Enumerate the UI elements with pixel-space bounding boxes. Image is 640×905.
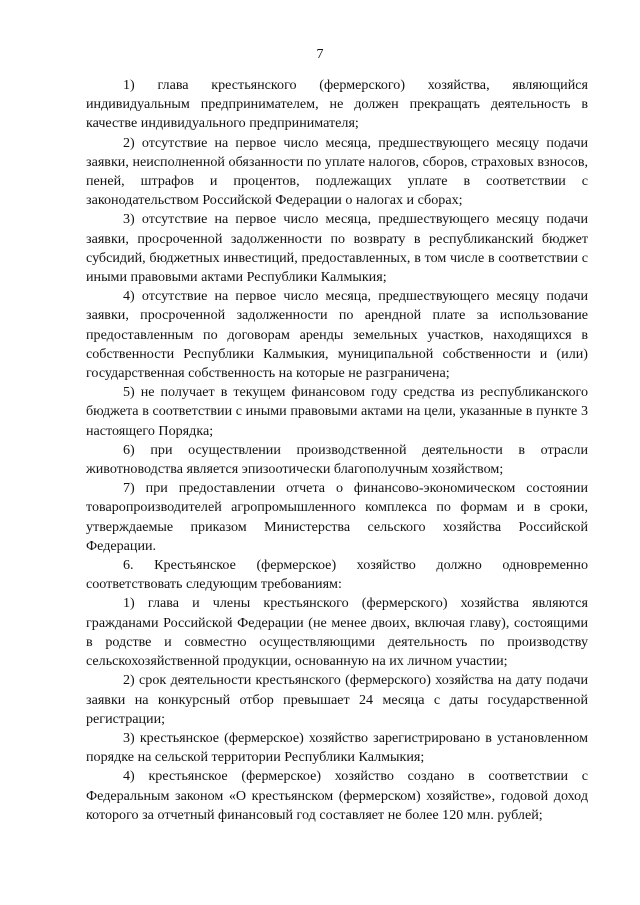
paragraph: 4) отсутствие на первое число месяца, предшествующего месяцу подачи заявки, просроченной задолженности по арендной плате за использование предоставленным по договорам аренды земельных участков, находящихся в собственности Республики Калмыкия, муниципальной собственности и (или) государственная собственность на которые не разграничена; (86, 288, 588, 382)
paragraph: 7) при предоставлении отчета о финансово-экономическом состоянии товаропроизводителей агропромышленного комплекса по формам и в сроки, утверждаемые приказом Министерства сельского хозяйства Российской Федерации. (86, 480, 588, 554)
page-number: 7 (316, 47, 324, 62)
paragraph: 1) глава и члены крестьянского (фермерского) хозяйства являются гражданами Российской Федерации (не менее двоих, включая главу), состоящими в родстве и совместно осуществляющими деятельность по производству сельскохозяйственной продукции, основанную на их личном участии; (86, 595, 588, 670)
paragraph: 3) отсутствие на первое число месяца, предшествующего месяцу подачи заявки, просроченной задолженности по возврату в республиканский бюджет субсидий, бюджетных инвестиций, предоставленных, в том числе в соответствии с иными правовыми актами Республики Калмыкия; (86, 211, 588, 286)
section-heading-paragraph: 6. Крестьянское (фермерское) хозяйство должно одновременно соответствовать следующим требованиям: (86, 557, 588, 593)
paragraph: 5) не получает в текущем финансовом году средства из республиканского бюджета в соответствии с иными правовыми актами на цели, указанные в пункте 3 настоящего Порядка; (86, 384, 588, 439)
paragraph: 2) срок деятельности крестьянского (фермерского) хозяйства на дату подачи заявки на конкурсный отбор превышает 24 месяца с даты государственной регистрации; (86, 672, 588, 727)
paragraph: 2) отсутствие на первое число месяца, предшествующего месяцу подачи заявки, неисполненной обязанности по уплате налогов, сборов, страховых взносов, пеней, штрафов и процентов, подлежащих уплате в соответствии с законодательством Российской Федерации о налогах и сборах; (86, 134, 588, 209)
paragraph: 3) крестьянское (фермерское) хозяйство зарегистрировано в установленном порядке на сельской территории Республики Калмыкия; (86, 729, 588, 766)
document-body (86, 76, 588, 825)
paragraph: 6) при осуществлении производственной деятельности в отрасли животноводства является эпизоотически благополучным хозяйством; (86, 441, 588, 478)
paragraph: 1) глава крестьянского (фермерского) хозяйства, являющийся индивидуальным предпринимателем, не должен прекращать деятельность в качестве индивидуального предпринимателя; (86, 77, 588, 132)
paragraph: 4) крестьянское (фермерское) хозяйство создано в соответствии с Федеральным законом «О крестьянском (фермерском) хозяйстве», годовой доход которого за отчетный финансовый год составляет не более 120 млн. рублей; (86, 768, 588, 823)
